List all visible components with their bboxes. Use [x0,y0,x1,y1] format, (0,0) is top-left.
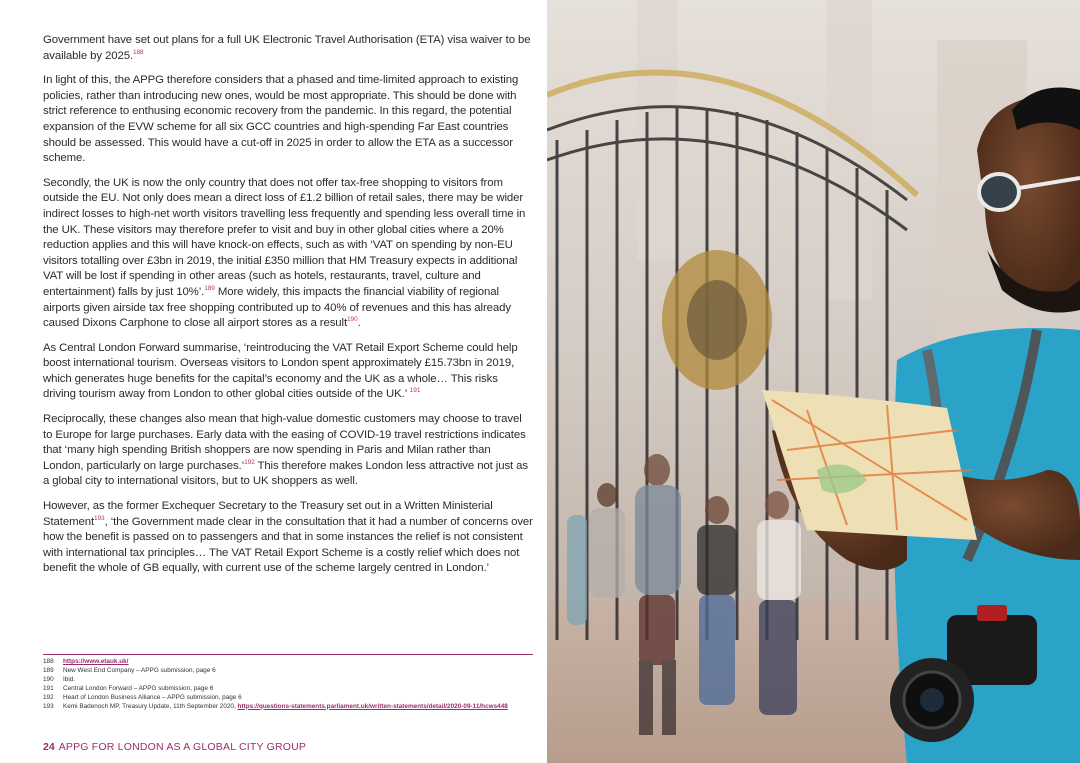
footnote-item [43,685,533,694]
footnote-number: 191 [43,684,54,692]
footnote-number: 192 [43,693,54,701]
footnote-item [43,658,533,667]
footnote-link[interactable]: https://questions-statements.parliament.uk/written-statements/detail/2020-09-11/hcws448 [237,702,508,710]
footnote-ref[interactable]: 193 [94,514,105,522]
paragraph-appg-approach: In light of this, the APPG therefore considers that a phased and time-limited approach to existing policies, rather than introducing new ones, would be most appropriate. This should be done with strict reference to enthusing economic recovery from the pandemic. In this regard, the potential expansion of the EVW scheme for all six GCC countries and high-spending Far East countries should be assessed. This would have a cut-off in 2025 in order to allow the ETA as a successor scheme. [43,74,519,165]
tourist-photo [547,0,1080,763]
footnote-link[interactable]: https://www.etauk.uk/ [63,658,129,665]
footnote-number: 190 [43,675,54,683]
body-text-column [43,33,533,586]
page-number: 24 [43,741,55,753]
footnote-item [43,667,533,676]
footnote-number: 189 [43,666,54,674]
paragraph-exchequer-statement: However, as the former Exchequer Secretary to the Treasury set out in a Written Ministerial Statement$^{193}$, ‘the Government made clear in the consultation that it had a number of concerns over how the benefit is passed on to passengers and that in some instances the relief is not consistent with international tax principles… The VAT Retail Export Scheme is a costly relief which does not benefit the whole of GB equally, with current use of the scheme largely centred in London.’ [43,500,533,575]
footnotes-section [43,654,533,711]
footnote-ref[interactable]: 188 [133,48,144,56]
footnote-text: Ibid. [63,675,76,683]
footnote-item [43,694,533,703]
footnote-ref[interactable]: 191 [409,387,421,395]
paragraph-tax-free-shopping: Secondly, the UK is now the only country that does not offer tax-free shopping to visitors from outside the EU. Not only does mean a direct loss of £1.2 billion of retail sales, there may be wider indirect losses to high-net worth visitors travelling less frequently and spending less overall time in the UK. These visitors may therefore prefer to visit and buy in other global cities where a 20% reduction applies and this will have knock-on effects, such as with ‘VAT on spending by non-EU visitors totalling over £3bn in 2019, the initial £350 million that HM Treasury expects in additional VAT will be lost if spending in other areas (such as hotels, restaurants, travel, culture and entertainment) falls by just 10%’.$^{189}$ More widely, this impacts the financial viability of regional airports given airside tax free shopping contributed up to 40% of revenues and this has already caused Dixons Carphone to close all airport stores as a result$^{190}$. [43,176,526,330]
footnote-number: 188 [43,658,54,665]
paragraph-eta: Government have set out plans for a full UK Electronic Travel Authorisation (ETA) visa waiver to be available by 2025.$^{188}$ [43,34,531,62]
footnote-ref[interactable]: 192 [244,459,255,467]
footnote-item [43,676,533,685]
footnote-ref[interactable]: 190 [347,316,358,324]
footnote-text: New West End Company – APPG submission, page 6 [63,666,216,674]
page-footer [43,739,533,755]
footnote-number: 193 [43,702,54,710]
paragraph-reciprocally: Reciprocally, these changes also mean that high-value domestic customers may choose to travel to Europe for large purchases. Early data with the easing of COVID-19 travel restrictions indicates that ‘many high spending British shoppers are now spending in Paris and Milan rather than London, particularly on large purchases.’$^{192}$ This therefore makes London less attractive not just as a global city to international visitors, but to UK shoppers as well. [43,413,529,488]
tourist-with-map-image [547,0,1080,763]
footnote-item: 193 Kemi Badenoch MP, Treasury Update, 11th September 2020, https://questions-statements.parliament.uk/written-statements/detail/2020-09-11/hcws448 [43,702,508,710]
footnote-text: Heart of London Business Alliance – APPG submission, page 6 [63,693,242,701]
footnote-ref[interactable]: 189 [204,285,215,293]
group-name: APPG FOR LONDON AS A GLOBAL CITY GROUP [58,741,307,753]
footnote-text: Central London Forward – APPG submission, page 6 [63,684,214,692]
paragraph-central-london-forward: As Central London Forward summarise, ‘reintroducing the VAT Retail Export Scheme could help boost international tourism. Overseas visitors to London spent approximately £15.73bn in 2019, which generates huge benefits for the capital’s economy and the UK as a whole… This risks driving tourism away from London to other global cities outside of the UK.’ $^{191}$ [43,341,518,401]
